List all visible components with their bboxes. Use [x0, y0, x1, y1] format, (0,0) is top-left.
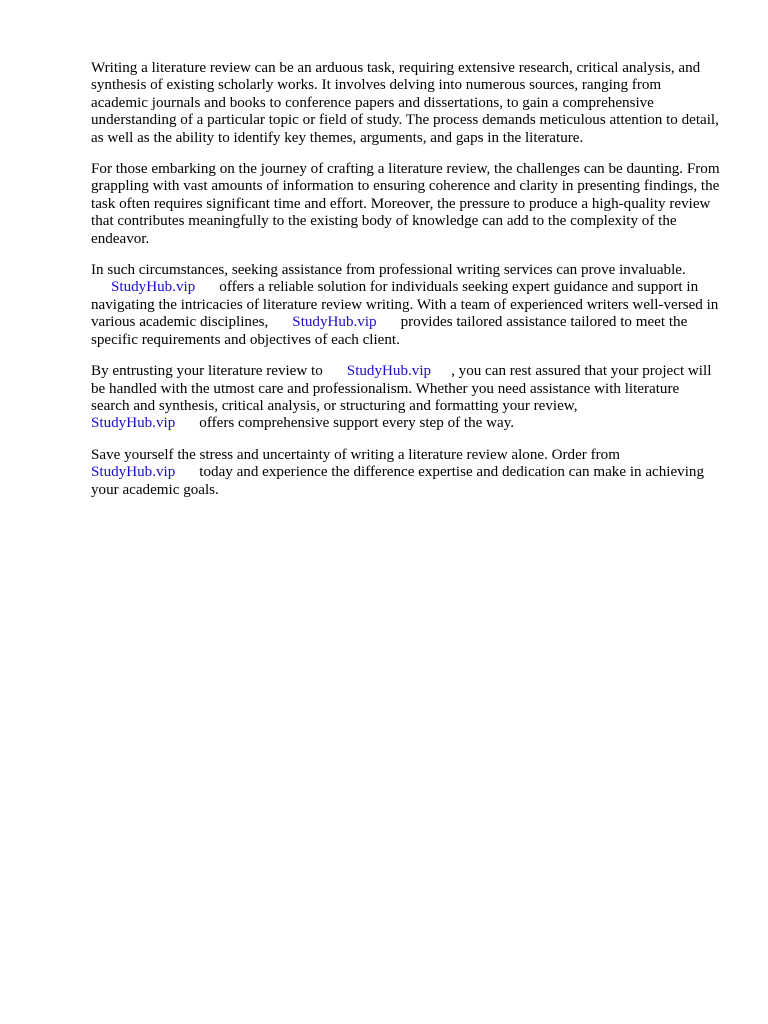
paragraph-intro — [91, 60, 721, 147]
paragraph-assistance — [91, 262, 721, 349]
paragraph-challenges-text: For those embarking on the journey of crafting a literature review, the challenges can be daunting. From grappling with vast amounts of information to ensuring coherence and clarity in presenting findings, the task often requires significant time and effort. Moreover, the pressure to produce a high-quality review that contributes meaningfully to the existing body of knowledge can add to the complexity of the endeavor. — [91, 161, 724, 247]
paragraph-assistance-text-c: provides tailored assistance tailored to meet the specific requirements and objectives of each client. — [91, 314, 692, 348]
paragraph-closing-text-b: today and experience the difference expertise and dedication can make in achieving your academic goals. — [91, 464, 708, 498]
studyhub-link[interactable]: StudyHub.vip — [111, 279, 196, 296]
studyhub-link[interactable]: StudyHub.vip — [91, 464, 176, 481]
paragraph-entrusting-text-c: offers comprehensive support every step of the way. — [199, 415, 515, 432]
paragraph-entrusting-text-b: , you can rest assured that your project will be handled with the utmost care and professionalism. Whether you need assistance with literature search and synthesis, critical analysis, or structuring and formatting your review, — [91, 363, 716, 414]
studyhub-link[interactable]: StudyHub.vip — [346, 363, 432, 380]
paragraph-assistance-text-b: offers a reliable solution for individuals seeking expert guidance and support in navigating the intricacies of literature review writing. With a team of experienced writers well-versed in various academic disciplines, — [91, 279, 723, 331]
paragraph-entrusting-text-a: By entrusting your literature review to — [91, 363, 323, 380]
studyhub-link[interactable]: StudyHub.vip — [91, 415, 176, 432]
paragraph-assistance-text-a: In such circumstances, seeking assistance from professional writing services can prove invaluable. — [91, 262, 686, 279]
paragraph-entrusting — [91, 363, 721, 433]
paragraph-closing-text-a: Save yourself the stress and uncertainty of writing a literature review alone. Order from — [91, 446, 620, 463]
paragraph-challenges — [91, 161, 724, 248]
studyhub-link[interactable]: StudyHub.vip — [292, 314, 377, 331]
paragraph-closing — [91, 447, 721, 499]
document-page — [91, 60, 724, 513]
paragraph-intro-text: Writing a literature review can be an arduous task, requiring extensive research, critical analysis, and synthesis of existing scholarly works. It involves delving into numerous sources, ranging from academic journals and books to conference papers and dissertations, to gain a comprehensive understanding of a particular topic or field of study. The process demands meticulous attention to detail, as well as the ability to identify key themes, arguments, and gaps in the literature. — [91, 60, 723, 146]
